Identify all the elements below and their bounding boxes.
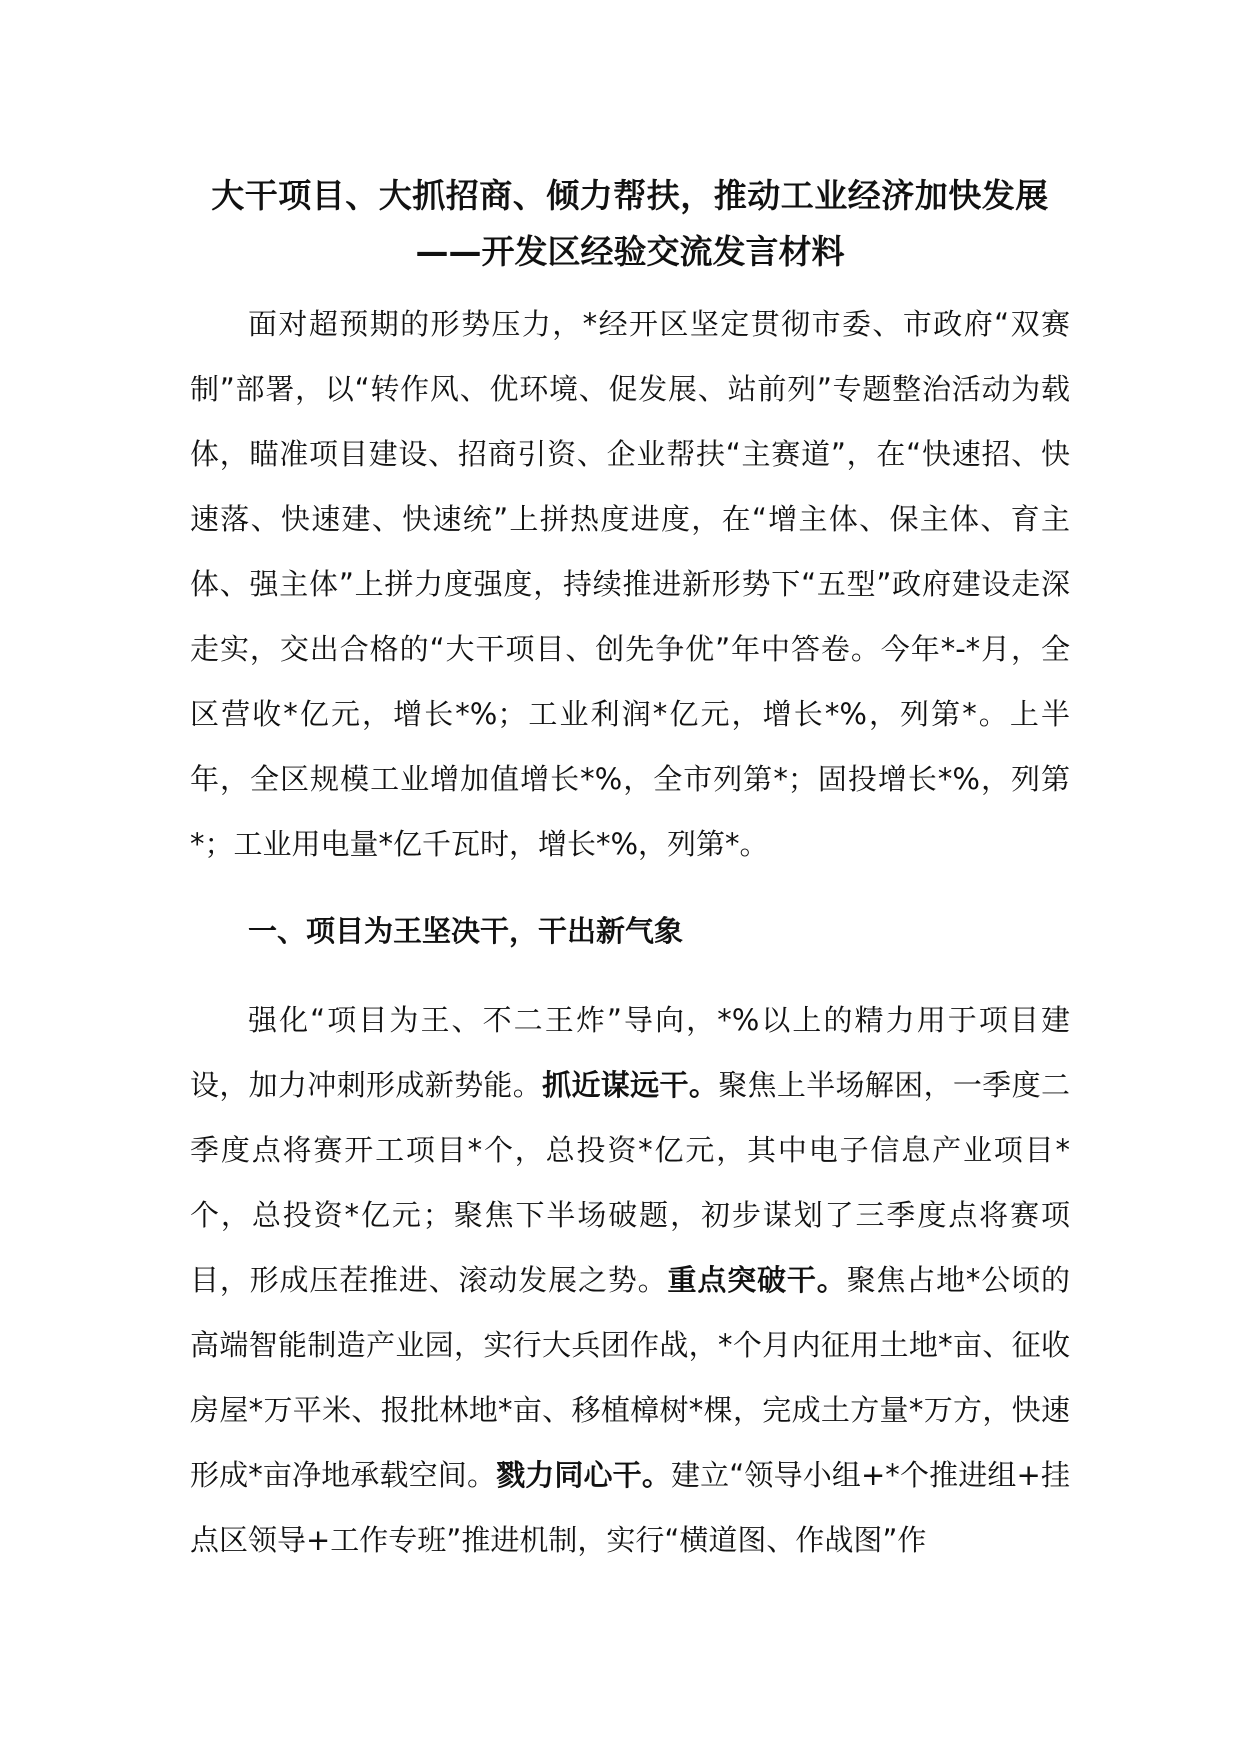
section-1-bold-a: 抓近谋远干。 bbox=[542, 1068, 719, 1102]
section-1-bold-b: 重点突破干。 bbox=[667, 1263, 847, 1297]
document-subtitle: ——开发区经验交流发言材料 bbox=[415, 232, 845, 271]
section-1-paragraph bbox=[190, 988, 1070, 1573]
document-title: 大干项目、大抓招商、倾力帮扶，推动工业经济加快发展 bbox=[211, 176, 1049, 215]
section-1-bold-c: 戮力同心干。 bbox=[496, 1458, 671, 1492]
section-1-text-d: 建立“领导小组+*个推进组+挂点区领导+工作专班”推进机制，实行“横道图、作战图”作 bbox=[190, 1458, 1070, 1557]
section-1-text-c: 聚焦占地*公顷的高端智能制造产业园，实行大兵团作战，*个月内征用土地*亩、征收房屋*万平米、报批林地*亩、移植樟树*棵，完成土方量*万方，快速形成*亩净地承载空间。 bbox=[190, 1263, 1070, 1492]
section-heading-1: 一、项目为王坚决干，干出新气象 bbox=[248, 914, 684, 948]
intro-paragraph: 面对超预期的形势压力，*经开区坚定贯彻市委、市政府“双赛制”部署，以“转作风、优环境、促发展、站前列”专题整治活动为载体，瞄准项目建设、招商引资、企业帮扶“主赛道”，在“快速招、快速落、快速建、快速统”上拼热度进度，在“增主体、保主体、育主体、强主体”上拼力度强度，持续推进新形势下“五型”政府建设走深走实，交出合格的“大干项目、创先争优”年中答卷。今年*-*月，全区营收*亿元，增长*%；工业利润*亿元，增长*%，列第*。上半年，全区规模工业增加值增长*%，全市列第*；固投增长*%，列第*；工业用电量*亿千瓦时，增长*%，列第*。 bbox=[190, 307, 1070, 861]
document-page bbox=[190, 170, 1070, 1573]
section-1-text-b: 聚焦上半场解困，一季度二季度点将赛开工项目*个，总投资*亿元，其中电子信息产业项目*个，总投资*亿元；聚焦下半场破题，初步谋划了三季度点将赛项目，形成压茬推进、滚动发展之势。 bbox=[190, 1068, 1070, 1297]
section-1-text-a: 强化“项目为王、不二王炸”导向，*%以上的精力用于项目建设，加力冲刺形成新势能。 bbox=[190, 1003, 1070, 1102]
